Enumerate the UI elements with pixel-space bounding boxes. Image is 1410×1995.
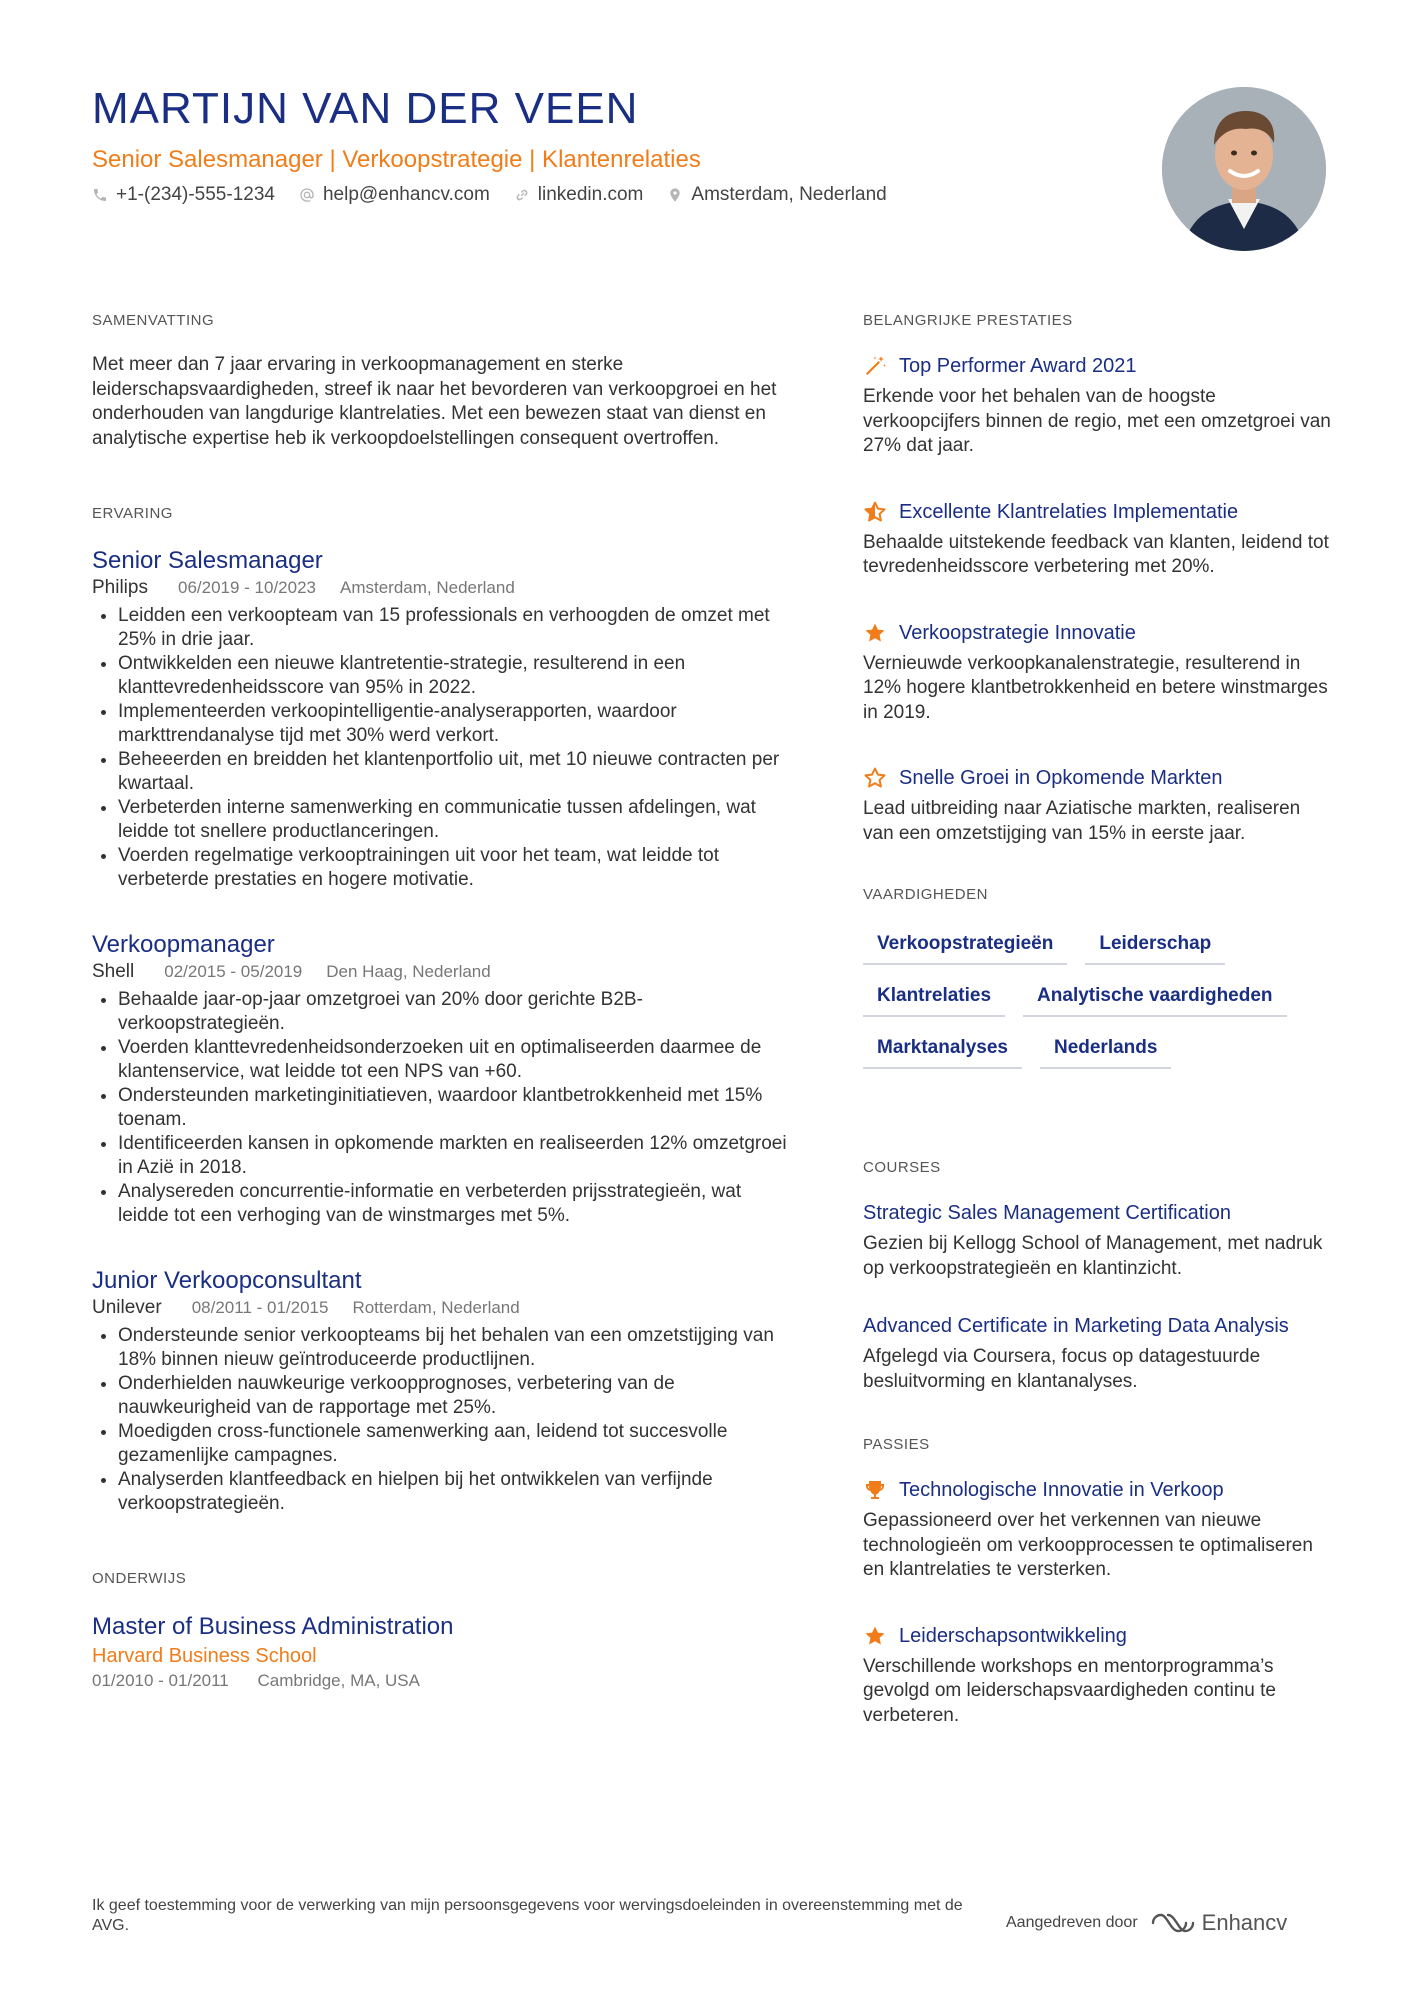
course-title: Strategic Sales Management Certification: [863, 1202, 1231, 1224]
job-bullet: • Beheeerden en breidden het klantenportfolio uit, met 10 nieuwe contracten per kwartaal.: [118, 748, 792, 796]
trophy-icon: [863, 1478, 887, 1502]
star-outline-icon: [863, 766, 887, 790]
contact-location: [667, 184, 886, 206]
job-bullet: • Leidden een verkoopteam van 15 professionals en verhoogden de omzet met 25% in drie jaar.: [118, 604, 792, 652]
skill-tag: Leiderschap: [1085, 927, 1225, 965]
skills-list: [863, 927, 1343, 1069]
job-entry: [92, 546, 792, 892]
skill-tag: Klantrelaties: [863, 979, 1005, 1017]
job-bullet: • Behaalde jaar-op-jaar omzetgroei van 20% door gerichte B2B-verkoopstrategieën.: [118, 988, 792, 1036]
right-column: [863, 312, 1333, 1768]
achievement-item: [863, 353, 1333, 459]
achievement-header: [863, 765, 1333, 791]
job-bullet: • Voerden klanttevredenheidsonderzoeken uit en optimaliseerden daarmee de klantenservice, wat leidde tot een NPS van +60.: [118, 1036, 792, 1084]
job-bullets: [92, 988, 792, 1228]
passion-item: [863, 1477, 1333, 1583]
job-entry: [92, 930, 792, 1228]
course-item: [863, 1313, 1333, 1394]
job-meta: [92, 1296, 792, 1320]
achievement-title: Excellente Klantrelaties Implementatie: [899, 500, 1239, 523]
contact-email: [299, 184, 490, 206]
course-desc: Afgelegd via Coursera, focus op datagestuurde besluitvorming en klantanalyses.: [863, 1346, 1261, 1392]
enhancv-brand-text: Enhancv: [1201, 1910, 1288, 1935]
skill-tag: Nederlands: [1040, 1031, 1171, 1069]
job-dates: 06/2019 - 10/2023: [177, 578, 316, 597]
magic-wand-icon: [863, 354, 887, 378]
star-icon: [863, 621, 887, 645]
achievement-title: Top Performer Award 2021: [899, 355, 1137, 377]
job-company: Philips: [92, 577, 148, 598]
job-meta: [92, 960, 792, 984]
passions-section: [863, 1436, 1333, 1728]
contact-bar: [92, 184, 887, 206]
at-icon: [299, 187, 315, 203]
achievement-item: [863, 620, 1333, 726]
job-bullet: • Implementeerden verkoopintelligentie-analyserapporten, waardoor markttrendanalyse tijd met 30% werd verkort.: [118, 700, 792, 748]
summary-title: SAMENVATTING: [92, 312, 215, 329]
job-bullet: • Ondersteunden marketinginitiatieven, waardoor klantbetrokkenheid met 15% toenam.: [118, 1084, 792, 1132]
phone-icon: [92, 187, 108, 203]
achievements-section: [863, 312, 1333, 846]
education-degree: Master of Business Administration: [92, 1613, 454, 1640]
consent-note: Ik geef toestemming voor de verwerking van mijn persoonsgegevens voor wervingsdoeleinden in overeenstemming met de AVG.: [92, 1897, 963, 1934]
passions-title: PASSIES: [863, 1436, 930, 1453]
experience-section: [92, 505, 792, 1516]
education-dates: 01/2010 - 01/2011: [92, 1671, 229, 1690]
powered-by: [1006, 1910, 1287, 1936]
powered-by-label: Aangedreven door: [1006, 1914, 1138, 1931]
passion-header: [863, 1623, 1333, 1649]
contact-linkedin: [514, 184, 644, 206]
courses-title: COURSES: [863, 1159, 941, 1176]
summary-section: [92, 312, 792, 451]
achievement-item: [863, 765, 1333, 846]
job-meta: [92, 576, 792, 600]
job-bullet: • Ontwikkelden een nieuwe klantretentie-strategie, resulterend in een klanttevredenheidsscore van 95% in 2022.: [118, 652, 792, 700]
profile-photo: [1162, 87, 1326, 251]
enhancv-logo-icon: [1150, 1910, 1196, 1936]
achievement-item: [863, 499, 1333, 580]
skill-tag: Marktanalyses: [863, 1031, 1022, 1069]
job-title: Senior Salesmanager: [92, 547, 323, 574]
contact-phone: [92, 184, 275, 206]
job-bullets: [92, 1324, 792, 1516]
achievements-title: BELANGRIJKE PRESTATIES: [863, 312, 1073, 329]
courses-section: [863, 1159, 1333, 1394]
job-bullet: • Analysereden concurrentie-informatie en verbeterden prijsstrategieën, wat leidde tot een verhoging van de winstmarges met 5%.: [118, 1180, 792, 1228]
job-company: Unilever: [92, 1297, 162, 1318]
achievement-header: [863, 353, 1333, 379]
email-text[interactable]: help@enhancv.com: [322, 184, 490, 205]
skill-tag: Analytische vaardigheden: [1023, 979, 1286, 1017]
education-location: Cambridge, MA, USA: [257, 1671, 420, 1690]
job-dates: 02/2015 - 05/2019: [164, 962, 303, 981]
link-icon: [514, 187, 530, 203]
achievement-title: Snelle Groei in Opkomende Markten: [899, 767, 1223, 789]
job-bullet: • Analyserden klantfeedback en hielpen bij het ontwikkelen van verfijnde verkoopstrategieën.: [118, 1468, 792, 1516]
achievement-desc: Lead uitbreiding naar Aziatische markten, realiseren van een omzetstijging van 15% in eerste jaar.: [863, 798, 1301, 844]
star-icon: [863, 1624, 887, 1648]
summary-text: Met meer dan 7 jaar ervaring in verkoopmanagement en sterke leiderschapsvaardigheden, streef ik naar het bevorderen van verkoopgroei en het onderhouden van langdurige klantrelaties. Met een bewezen staat van dienst en analytische expertise heb ik verkoopdoelstellingen consequent overtroffen.: [92, 354, 777, 449]
achievement-desc: Behaalde uitstekende feedback van klanten, leidend tot tevredenheidsscore verbetering met 20%.: [863, 531, 1329, 577]
course-desc: Gezien bij Kellogg School of Management, met nadruk op verkoopstrategieën en klantinzicht.: [863, 1233, 1323, 1279]
job-title: Verkoopmanager: [92, 931, 275, 958]
achievement-title: Verkoopstrategie Innovatie: [899, 621, 1136, 644]
skills-section: [863, 886, 1333, 1069]
course-title: Advanced Certificate in Marketing Data Analysis: [863, 1315, 1289, 1337]
job-title: Junior Verkoopconsultant: [92, 1267, 362, 1294]
passion-title: Technologische Innovatie in Verkoop: [899, 1479, 1224, 1501]
job-location: Amsterdam, Nederland: [340, 578, 515, 597]
passion-header: [863, 1477, 1333, 1503]
candidate-name: MARTIJN VAN DER VEEN: [92, 84, 639, 133]
achievement-desc: Erkende voor het behalen van de hoogste verkoopcijfers binnen de regio, met een omzetgroei van 27% dat jaar.: [863, 386, 1331, 456]
education-school: Harvard Business School: [92, 1645, 317, 1667]
achievement-header: [863, 620, 1333, 646]
half-star-icon: [863, 500, 887, 524]
phone-text[interactable]: +1-(234)-555-1234: [116, 184, 275, 205]
job-company: Shell: [92, 961, 135, 982]
passion-item: [863, 1623, 1333, 1729]
location-text: Amsterdam, Nederland: [691, 184, 887, 205]
passion-desc: Verschillende workshops en mentorprogramma’s gevolgd om leiderschapsvaardigheden continu te verbeteren.: [863, 1655, 1276, 1726]
education-meta: [92, 1669, 792, 1693]
passion-title: Leiderschapsontwikkeling: [899, 1624, 1127, 1647]
headline: Senior Salesmanager | Verkoopstrategie | Klantenrelaties: [92, 146, 701, 173]
job-bullet: • Voerden regelmatige verkooptrainingen uit voor het team, wat leidde tot verbeterde prestaties en hogere motivatie.: [118, 844, 792, 892]
education-title: ONDERWIJS: [92, 1570, 187, 1587]
job-bullet: • Onderhielden nauwkeurige verkoopprognoses, verbetering van de nauwkeurigheid van de rapportage met 25%.: [118, 1372, 792, 1420]
job-bullet: • Moedigden cross-functionele samenwerking aan, leidend tot succesvolle gezamenlijke campagnes.: [118, 1420, 792, 1468]
skill-tag: Verkoopstrategieën: [863, 927, 1067, 965]
job-dates: 08/2011 - 01/2015: [191, 1298, 329, 1317]
enhancv-logo[interactable]: [1150, 1910, 1288, 1936]
job-bullet: • Verbeterden interne samenwerking en communicatie tussen afdelingen, wat leidde tot snellere productlanceringen.: [118, 796, 792, 844]
experience-title: ERVARING: [92, 505, 173, 522]
course-item: [863, 1200, 1333, 1281]
job-location: Rotterdam, Nederland: [352, 1298, 520, 1317]
achievement-header: [863, 499, 1333, 525]
job-bullets: [92, 604, 792, 892]
achievement-desc: Vernieuwde verkoopkanalenstrategie, resulterend in 12% hogere klantbetrokkenheid en betere winstmarges in 2019.: [863, 652, 1328, 723]
job-location: Den Haag, Nederland: [326, 962, 491, 981]
left-column: [92, 312, 792, 1693]
skills-title: VAARDIGHEDEN: [863, 886, 988, 903]
job-bullet: • Ondersteunde senior verkoopteams bij het behalen van een omzetstijging van 18% binnen nieuw geïntroduceerde productlijnen.: [118, 1324, 792, 1372]
education-section: [92, 1570, 792, 1693]
passion-desc: Gepassioneerd over het verkennen van nieuwe technologieën om verkoopprocessen te optimaliseren en klantrelaties te versterken.: [863, 1510, 1313, 1580]
linkedin-text[interactable]: linkedin.com: [537, 184, 644, 205]
location-pin-icon: [667, 187, 683, 203]
job-entry: [92, 1266, 792, 1516]
job-bullet: • Identificeerden kansen in opkomende markten en realiseerden 12% omzetgroei in Azië in 2018.: [118, 1132, 792, 1180]
